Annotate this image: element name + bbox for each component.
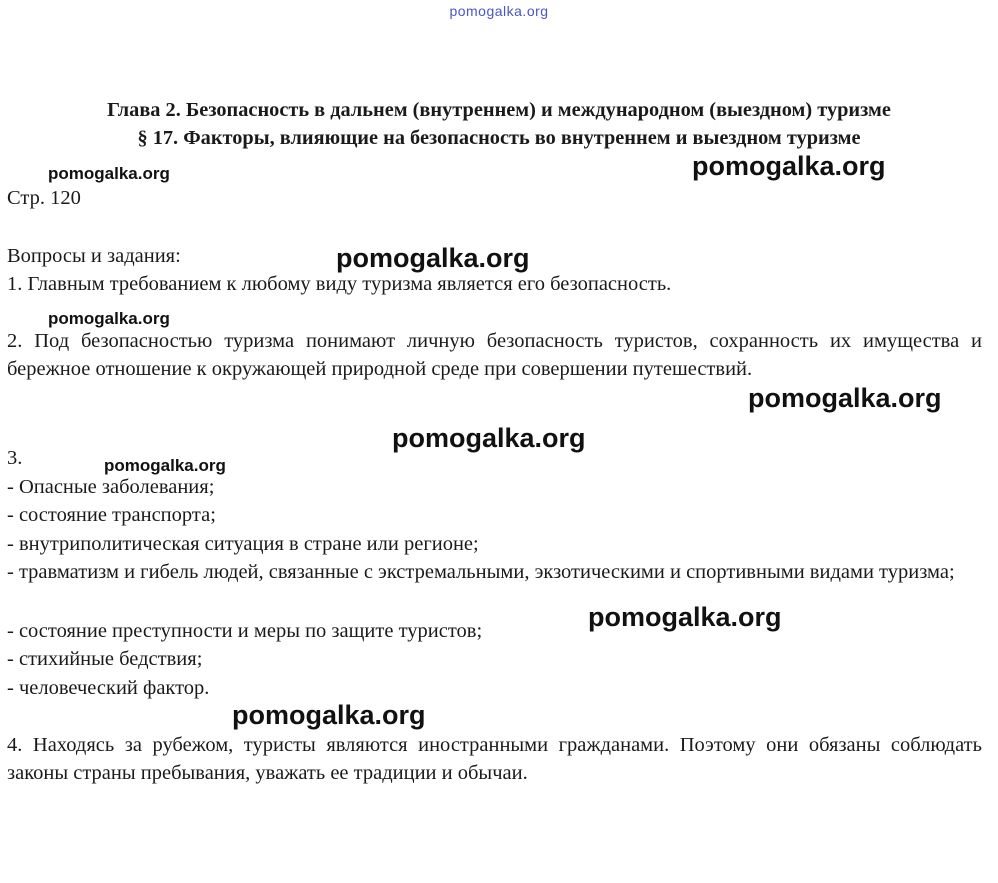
watermark: pomogalka.org [588,602,782,632]
watermark: pomogalka.org [392,423,586,453]
answer-4: 4. Находясь за рубежом, туристы являются иностранными гражданами. Поэтому они обязаны соблюдать законы страны пребывания, уважать ее традиции и обычаи. [7,734,982,784]
answer-3-item: - человеческий фактор. [7,677,210,699]
chapter-title: Глава 2. Безопасность в дальнем (внутреннем) и международном (выездном) туризме [107,99,891,121]
answer-3-item: - Опасные заболевания; [7,476,215,498]
page-label: Стр. 120 [7,187,81,209]
watermark: pomogalka.org [232,700,426,730]
answer-3-item: - стихийные бедствия; [7,648,203,670]
answer-3-number: 3. [7,447,23,469]
watermark: pomogalka.org [748,383,942,413]
watermark: pomogalka.org [48,309,170,328]
answer-3-item: - состояние преступности и меры по защите туристов; [7,620,483,642]
answer-3-item: - травматизм и гибель людей, связанные с экстремальными, экзотическими и спортивными видами туризма; [7,561,955,583]
watermark: pomogalka.org [336,243,530,273]
answer-2: 2. Под безопасностью туризма понимают личную безопасность туристов, сохранность их имущества и бережное отношение к окружающей природной среде при совершении путешествий. [7,330,982,380]
questions-heading: Вопросы и задания: [7,245,181,267]
watermark: pomogalka.org [692,151,886,181]
watermark: pomogalka.org [104,456,226,475]
top-watermark: pomogalka.org [449,3,549,19]
watermark: pomogalka.org [48,164,170,183]
section-title: § 17. Факторы, влияющие на безопасность во внутреннем и выездном туризме [137,127,861,149]
answer-1: 1. Главным требованием к любому виду туризма является его безопасность. [7,273,672,295]
answer-3-item: - состояние транспорта; [7,504,216,526]
answer-3-item: - внутриполитическая ситуация в стране или регионе; [7,533,479,555]
